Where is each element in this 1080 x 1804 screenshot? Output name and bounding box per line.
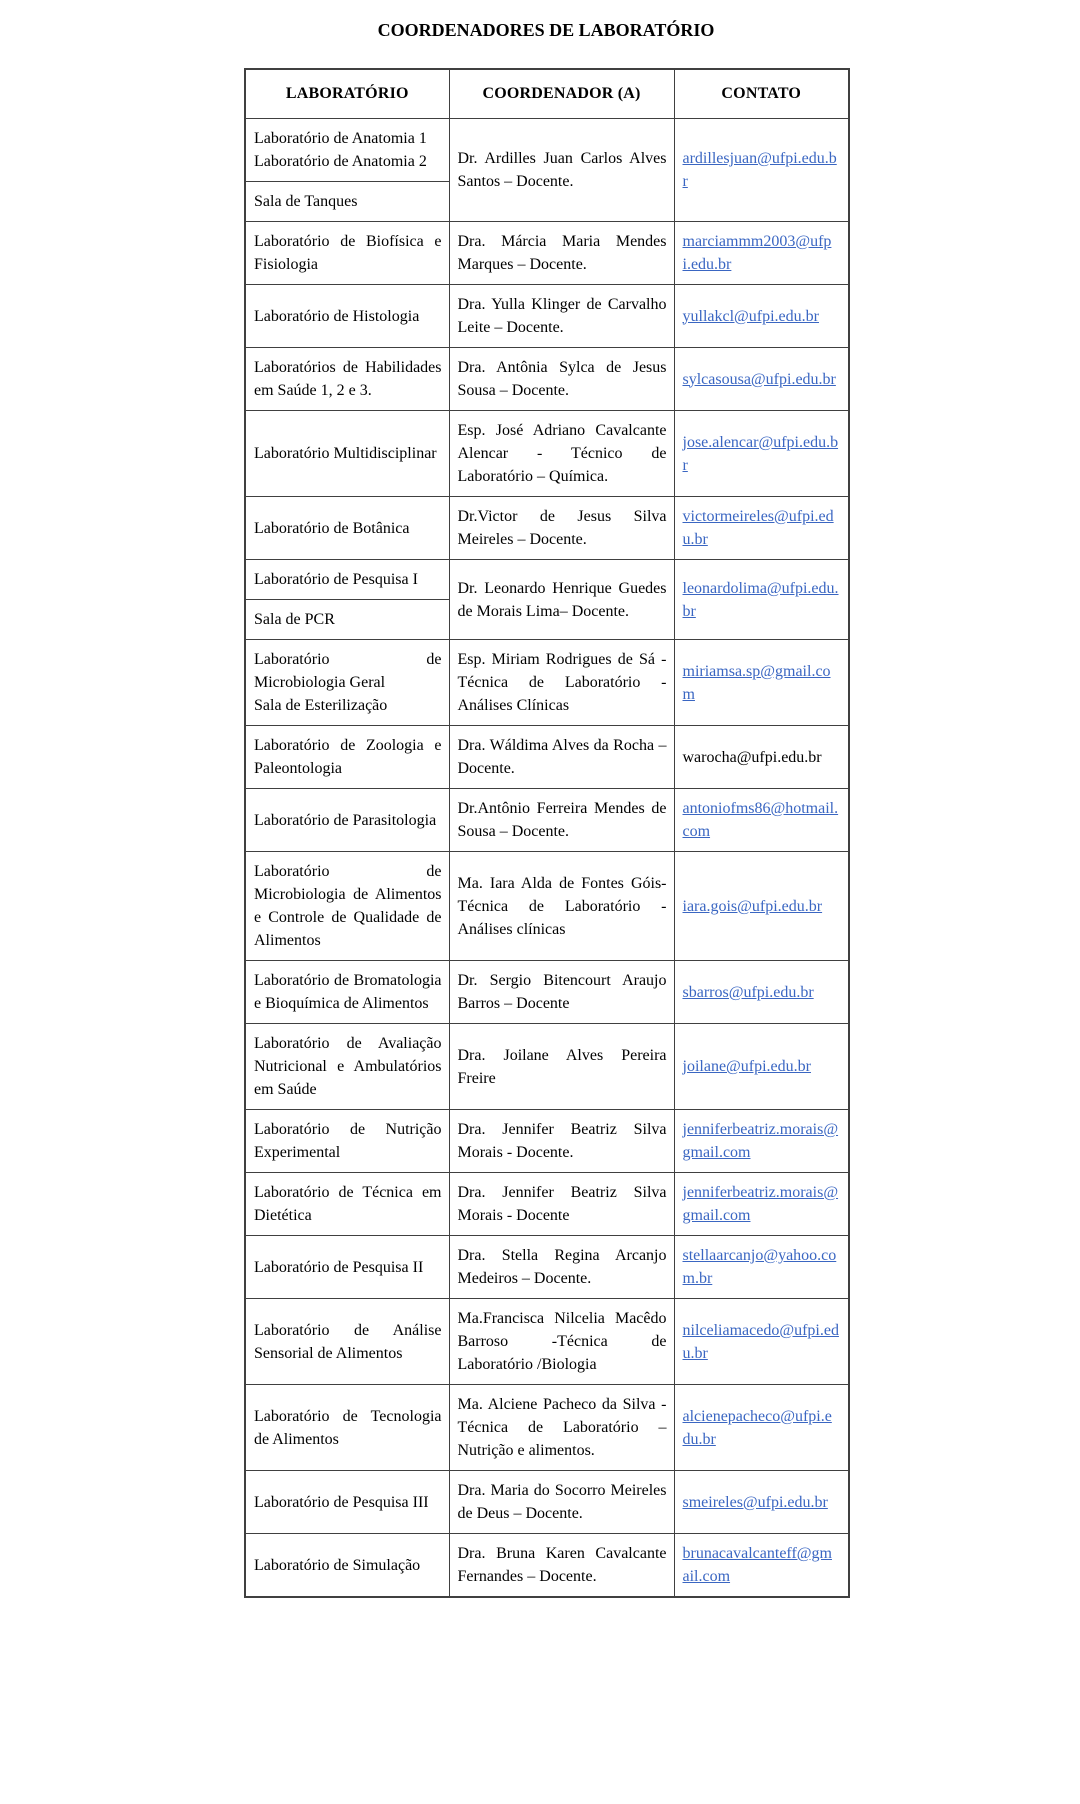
lab-cell [245,1385,449,1471]
coordinator-cell: Dr. Sergio Bitencourt Araujo Barros – Docente [449,961,674,1024]
lab-name: Laboratórios de Habilidades em Saúde 1, 2 e 3. [254,359,442,399]
table-row [245,961,849,1024]
contact-cell [674,726,849,789]
table-row [245,852,849,961]
sub-lab-cell [245,600,449,640]
table-row [245,560,849,600]
table-row [245,1471,849,1534]
column-header-contato: CONTATO [674,69,849,119]
sub-lab-cell [245,182,449,222]
contact-cell [674,1024,849,1110]
table-row [245,222,849,285]
contact-email-link[interactable]: smeireles@ufpi.edu.br [682,1493,828,1511]
lab-name: Sala de Esterilização [254,697,388,714]
contact-cell [674,1299,849,1385]
lab-name: Laboratório de Pesquisa I [254,571,418,588]
contact-email-link[interactable]: jenniferbeatriz.morais@gmail.com [682,1184,839,1224]
table-row [245,411,849,497]
lab-name: Laboratório de Nutrição Experimental [254,1121,442,1161]
table-row [245,1534,849,1598]
coordinator-cell: Dra. Maria do Socorro Meireles de Deus – Docente. [449,1471,674,1534]
coordinator-cell: Dra. Bruna Karen Cavalcante Fernandes – Docente. [449,1534,674,1598]
column-header-coordenador: COORDENADOR (A) [449,69,674,119]
coordinator-cell: Dr. Ardilles Juan Carlos Alves Santos – Docente. [449,119,674,222]
lab-cell [245,1534,449,1598]
contact-cell [674,497,849,560]
lab-name: Laboratório de Microbiologia Geral [254,651,442,691]
contact-cell [674,560,849,640]
contact-cell [674,1173,849,1236]
lab-name: Sala de Tanques [254,193,358,210]
lab-name: Sala de PCR [254,611,335,628]
contact-cell [674,119,849,222]
contact-cell [674,1385,849,1471]
contact-email-link[interactable]: stellaarcanjo@yahoo.com.br [682,1247,837,1287]
contact-email-link[interactable]: alcienepacheco@ufpi.edu.br [682,1407,832,1448]
contact-cell [674,411,849,497]
contact-email-link[interactable]: brunacavalcanteff@gmail.com [682,1545,832,1585]
table-row [245,1385,849,1471]
table-row [245,119,849,182]
lab-name: Laboratório de Tecnologia de Alimentos [254,1407,442,1448]
contact-cell [674,285,849,348]
contact-email-link[interactable]: sylcasousa@ufpi.edu.br [682,370,836,388]
table-row [245,726,849,789]
lab-cell [245,222,449,285]
contact-email-text: warocha@ufpi.edu.br [682,748,822,766]
lab-cell [245,411,449,497]
contact-cell [674,640,849,726]
lab-cell [245,285,449,348]
coordinator-cell: Dra. Antônia Sylca de Jesus Sousa – Docente. [449,348,674,411]
lab-cell [245,560,449,600]
contact-email-link[interactable]: victormeireles@ufpi.edu.br [682,508,834,548]
lab-cell [245,1110,449,1173]
page-title: COORDENADORES DE LABORATÓRIO [377,20,715,40]
lab-cell [245,1173,449,1236]
table-row [245,1173,849,1236]
lab-name: Laboratório de Análise Sensorial de Alimentos [254,1321,442,1362]
coordinator-cell: Esp. Miriam Rodrigues de Sá - Técnica de Laboratório - Análises Clínicas [449,640,674,726]
table-row [245,1299,849,1385]
lab-name: Laboratório de Biofísica e Fisiologia [254,233,442,273]
coordinator-cell: Ma. Iara Alda de Fontes Góis- Técnica de Laboratório - Análises clínicas [449,852,674,961]
table-body [245,119,849,1598]
table-row [245,640,849,726]
coordinator-cell: Ma.Francisca Nilcelia Macêdo Barroso -Técnica de Laboratório /Biologia [449,1299,674,1385]
lab-name: Laboratório Multidisciplinar [254,445,437,462]
contact-email-link[interactable]: ardillesjuan@ufpi.edu.br [682,150,837,190]
coordinator-cell: Esp. José Adriano Cavalcante Alencar - Técnico de Laboratório – Química. [449,411,674,497]
lab-cell [245,1024,449,1110]
lab-name: Laboratório de Botânica [254,519,410,537]
lab-name: Laboratório de Simulação [254,1556,421,1574]
table-row [245,789,849,852]
contact-email-link[interactable]: miriamsa.sp@gmail.com [682,662,831,703]
contact-email-link[interactable]: jenniferbeatriz.morais@gmail.com [682,1121,839,1161]
header-row [245,69,849,119]
lab-cell [245,1236,449,1299]
lab-cell [245,1299,449,1385]
lab-name: Laboratório de Anatomia 2 [254,153,427,170]
lab-cell [245,119,449,182]
contact-email-link[interactable]: nilceliamacedo@ufpi.edu.br [682,1321,839,1362]
lab-name: Laboratório de Zoologia e Paleontologia [254,737,442,777]
lab-cell [245,640,449,726]
contact-cell [674,789,849,852]
contact-cell [674,222,849,285]
contact-email-link[interactable]: yullakcl@ufpi.edu.br [682,307,819,325]
lab-cell [245,348,449,411]
table-row [245,1110,849,1173]
table-row [245,348,849,411]
coordinator-cell: Dr. Leonardo Henrique Guedes de Morais Lima– Docente. [449,560,674,640]
lab-name: Laboratório de Bromatologia e Bioquímica de Alimentos [254,972,442,1012]
lab-name: Laboratório de Técnica em Dietética [254,1184,442,1224]
lab-cell [245,789,449,852]
contact-email-link[interactable]: leonardolima@ufpi.edu.br [682,579,839,620]
lab-cell [245,726,449,789]
contact-email-link[interactable]: antoniofms86@hotmail.com [682,800,839,840]
lab-cell [245,1471,449,1534]
coordinator-cell: Dr.Antônio Ferreira Mendes de Sousa – Docente. [449,789,674,852]
contact-email-link[interactable]: sbarros@ufpi.edu.br [682,983,814,1001]
lab-cell [245,961,449,1024]
lab-name: Laboratório de Microbiologia de Alimentos e Controle de Qualidade de Alimentos [254,863,442,949]
coordinator-cell: Dra. Yulla Klinger de Carvalho Leite – Docente. [449,285,674,348]
contact-email-link[interactable]: iara.gois@ufpi.edu.br [682,897,823,915]
coordinator-cell: Dr.Victor de Jesus Silva Meireles – Docente. [449,497,674,560]
coordinator-cell: Dra. Jennifer Beatriz Silva Morais - Docente [449,1173,674,1236]
coordinator-cell: Dra. Wáldima Alves da Rocha – Docente. [449,726,674,789]
lab-cell [245,852,449,961]
contact-cell [674,1534,849,1598]
coordinator-cell: Dra. Joilane Alves Pereira Freire [449,1024,674,1110]
contact-email-link[interactable]: marciammm2003@ufpi.edu.br [682,233,832,273]
contact-cell [674,1471,849,1534]
coordinator-cell: Dra. Stella Regina Arcanjo Medeiros – Docente. [449,1236,674,1299]
table-row [245,497,849,560]
contact-email-link[interactable]: joilane@ufpi.edu.br [682,1058,811,1075]
lab-name: Laboratório de Parasitologia [254,811,437,829]
lab-name: Laboratório de Anatomia 1 [254,130,427,147]
lab-name: Laboratório de Pesquisa II [254,1258,424,1276]
lab-name: Laboratório de Pesquisa III [254,1493,429,1511]
contact-cell [674,1236,849,1299]
lab-name: Laboratório de Histologia [254,307,420,325]
contact-cell [674,348,849,411]
column-header-laboratorio: LABORATÓRIO [245,69,449,119]
coordinator-cell: Dra. Jennifer Beatriz Silva Morais - Docente. [449,1110,674,1173]
lab-cell [245,497,449,560]
lab-name: Laboratório de Avaliação Nutricional e Ambulatórios em Saúde [254,1035,442,1098]
table-row [245,1236,849,1299]
contact-cell [674,1110,849,1173]
table-row [245,285,849,348]
table-row [245,1024,849,1110]
contact-cell [674,852,849,961]
coordinator-cell: Ma. Alciene Pacheco da Silva - Técnica de Laboratório – Nutrição e alimentos. [449,1385,674,1471]
coordinator-cell: Dra. Márcia Maria Mendes Marques – Docente. [449,222,674,285]
coordinators-table [244,68,850,1598]
contact-email-link[interactable]: jose.alencar@ufpi.edu.br [682,433,839,474]
contact-cell [674,961,849,1024]
